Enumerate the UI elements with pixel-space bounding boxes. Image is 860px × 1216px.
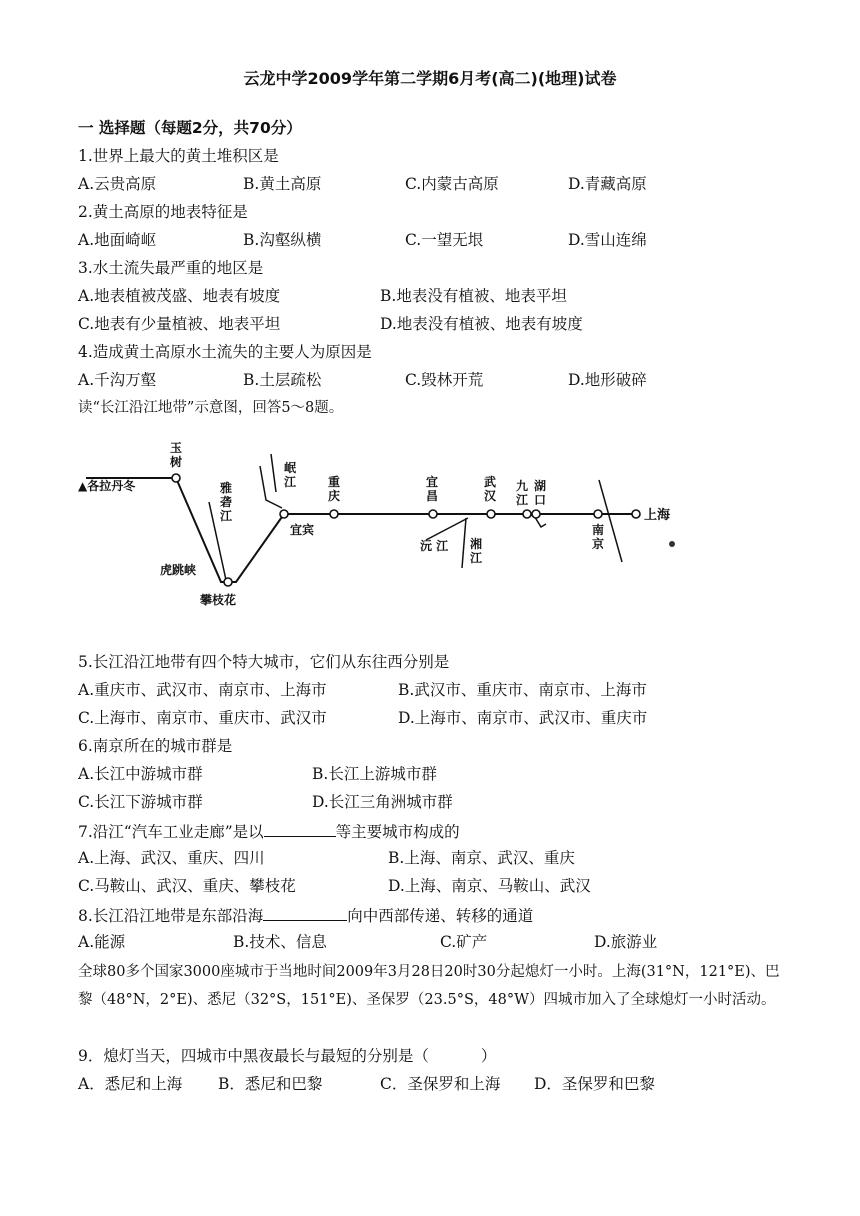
question-8-option-b: B.技术、信息 bbox=[233, 933, 327, 951]
wuhan-label: 武汉 bbox=[484, 475, 497, 503]
question-3-stem: 3.水土流失最严重的地区是 bbox=[78, 259, 264, 277]
shanghai-label: 上海 bbox=[644, 508, 671, 523]
question-5-option-c: C.上海市、南京市、重庆市、武汉市 bbox=[78, 709, 327, 727]
map-intro: 读“长江沿江地带”示意图，回答5～8题。 bbox=[78, 400, 344, 416]
question-5-stem: 5.长江沿江地带有四个特大城市，它们从东往西分别是 bbox=[78, 653, 450, 671]
question-4-stem: 4.造成黄土高原水土流失的主要人为原因是 bbox=[78, 343, 372, 361]
map-dot bbox=[669, 541, 675, 547]
question-8-blank bbox=[263, 904, 347, 921]
yichang-label: 宜昌 bbox=[426, 475, 439, 503]
question-1-stem: 1.世界上最大的黄土堆积区是 bbox=[78, 147, 279, 165]
question-7-stem bbox=[78, 820, 460, 842]
question-8-stem-post: 向中西部传递、转移的通道 bbox=[347, 907, 534, 925]
question-2-option-a: A.地面崎岖 bbox=[78, 231, 157, 249]
question-3-option-b: B.地表没有植被、地表平坦 bbox=[380, 287, 567, 305]
wuhan-marker bbox=[487, 510, 495, 518]
question-3-option-c: C.地表有少量植被、地表平坦 bbox=[78, 315, 281, 333]
source-label: ▲各拉丹冬 bbox=[78, 479, 136, 493]
question-7-option-b: B.上海、南京、武汉、重庆 bbox=[388, 849, 575, 867]
question-9-stem-pre: 9．熄灯当天，四城市中黑夜最长与最短的分别是（ bbox=[78, 1047, 429, 1065]
question-4-option-b: B.土层疏松 bbox=[243, 371, 322, 389]
nanjing-label: 南京 bbox=[592, 523, 605, 551]
question-3-option-a: A.地表植被茂盛、地表有坡度 bbox=[78, 287, 281, 305]
yangtze-map bbox=[76, 432, 696, 622]
question-4-option-a: A.千沟万壑 bbox=[78, 371, 157, 389]
question-1-option-b: B.黄土高原 bbox=[243, 175, 322, 193]
question-3-option-d: D.地表没有植被、地表有坡度 bbox=[380, 315, 583, 333]
xiang-river bbox=[462, 518, 466, 568]
min-river bbox=[260, 466, 282, 508]
question-4-option-d: D.地形破碎 bbox=[568, 371, 647, 389]
question-7-option-a: A.上海、武汉、重庆、四川 bbox=[78, 849, 265, 867]
city-markers bbox=[172, 474, 640, 586]
jiujiang-marker bbox=[523, 510, 531, 518]
panzhihua-label: 攀枝花 bbox=[200, 593, 237, 607]
question-7-stem-pre: 7.沿江“汽车工业走廊”是以 bbox=[78, 823, 264, 841]
min-river-branch bbox=[271, 454, 276, 492]
question-2-option-b: B.沟壑纵横 bbox=[243, 231, 322, 249]
jiujiang-label: 九江 bbox=[516, 479, 529, 507]
question-1-option-d: D.青藏高原 bbox=[568, 175, 647, 193]
question-5-option-a: A.重庆市、武汉市、南京市、上海市 bbox=[78, 681, 327, 699]
question-9-option-b: B．悉尼和巴黎 bbox=[218, 1075, 323, 1093]
question-8-stem-pre: 8.长江沿江地带是东部沿海 bbox=[78, 907, 264, 925]
question-9-option-d: D．圣保罗和巴黎 bbox=[534, 1075, 655, 1093]
question-8-option-d: D.旅游业 bbox=[594, 933, 658, 951]
question-7-option-d: D.上海、南京、马鞍山、武汉 bbox=[388, 877, 591, 895]
yibin-label: 宜宾 bbox=[290, 523, 315, 537]
page-title: 云龙中学2009学年第二学期6月考(高二)(地理)试卷 bbox=[243, 69, 617, 88]
question-6-stem: 6.南京所在的城市群是 bbox=[78, 737, 233, 755]
question-2-stem: 2.黄土高原的地表特征是 bbox=[78, 203, 248, 221]
yuan-river-label: 沅 江 bbox=[420, 539, 449, 553]
min-river-label: 岷江 bbox=[284, 461, 297, 489]
question-9-stem bbox=[78, 1046, 496, 1066]
panzhihua-marker bbox=[224, 578, 232, 586]
yalong-river-label: 雅砻江 bbox=[220, 481, 233, 523]
shanghai-marker bbox=[632, 510, 640, 518]
question-8-option-a: A.能源 bbox=[78, 933, 126, 951]
question-7-stem-post: 等主要城市构成的 bbox=[335, 823, 460, 841]
question-6-option-d: D.长江三角洲城市群 bbox=[312, 793, 453, 811]
section-heading: 一 选择题（每题2分，共70分） bbox=[78, 119, 302, 137]
question-6-option-a: A.长江中游城市群 bbox=[78, 765, 203, 783]
question-5-option-d: D.上海市、南京市、武汉市、重庆市 bbox=[398, 709, 648, 727]
question-1-option-a: A.云贵高原 bbox=[78, 175, 157, 193]
yushu-marker bbox=[172, 474, 180, 482]
hukou-marker bbox=[532, 510, 540, 518]
chongqing-marker bbox=[330, 510, 338, 518]
question-6-option-c: C.长江下游城市群 bbox=[78, 793, 203, 811]
question-6-option-b: B.长江上游城市群 bbox=[312, 765, 437, 783]
question-9-option-c: C．圣保罗和上海 bbox=[380, 1075, 501, 1093]
question-7-option-c: C.马鞍山、武汉、重庆、攀枝花 bbox=[78, 877, 296, 895]
blackout-intro: 全球80多个国家3000座城市于当地时间2009年3月28日20时30分起熄灯一小时。上海(31°N，121°E)、巴黎（48°N，2°E)、悉尼（32°S，151°E)、圣保罗（23.5°S，48°W）四城市加入了全球熄灯一小时活动。 bbox=[78, 964, 780, 1008]
yushu-label: 玉树 bbox=[170, 441, 183, 469]
question-9-stem-post: ） bbox=[480, 1047, 497, 1065]
question-8-stem bbox=[78, 904, 533, 926]
chongqing-label: 重庆 bbox=[328, 475, 341, 503]
hutiaoxia-label: 虎跳峡 bbox=[160, 563, 197, 577]
question-4-option-c: C.毁林开荒 bbox=[405, 371, 484, 389]
question-7-blank bbox=[264, 820, 336, 837]
yibin-marker bbox=[280, 510, 288, 518]
xiang-river-label: 湘江 bbox=[470, 537, 483, 565]
hukou-label: 湖口 bbox=[534, 479, 547, 507]
question-2-option-c: C.一望无垠 bbox=[405, 231, 484, 249]
question-8-option-c: C.矿产 bbox=[440, 933, 488, 951]
question-1-option-c: C.内蒙古高原 bbox=[405, 175, 499, 193]
yuan-river bbox=[426, 518, 468, 540]
question-2-option-d: D.雪山连绵 bbox=[568, 231, 647, 249]
yichang-marker bbox=[429, 510, 437, 518]
nanjing-marker bbox=[594, 510, 602, 518]
question-9-option-a: A．悉尼和上海 bbox=[78, 1075, 183, 1093]
question-5-option-b: B.武汉市、重庆市、南京市、上海市 bbox=[398, 681, 647, 699]
